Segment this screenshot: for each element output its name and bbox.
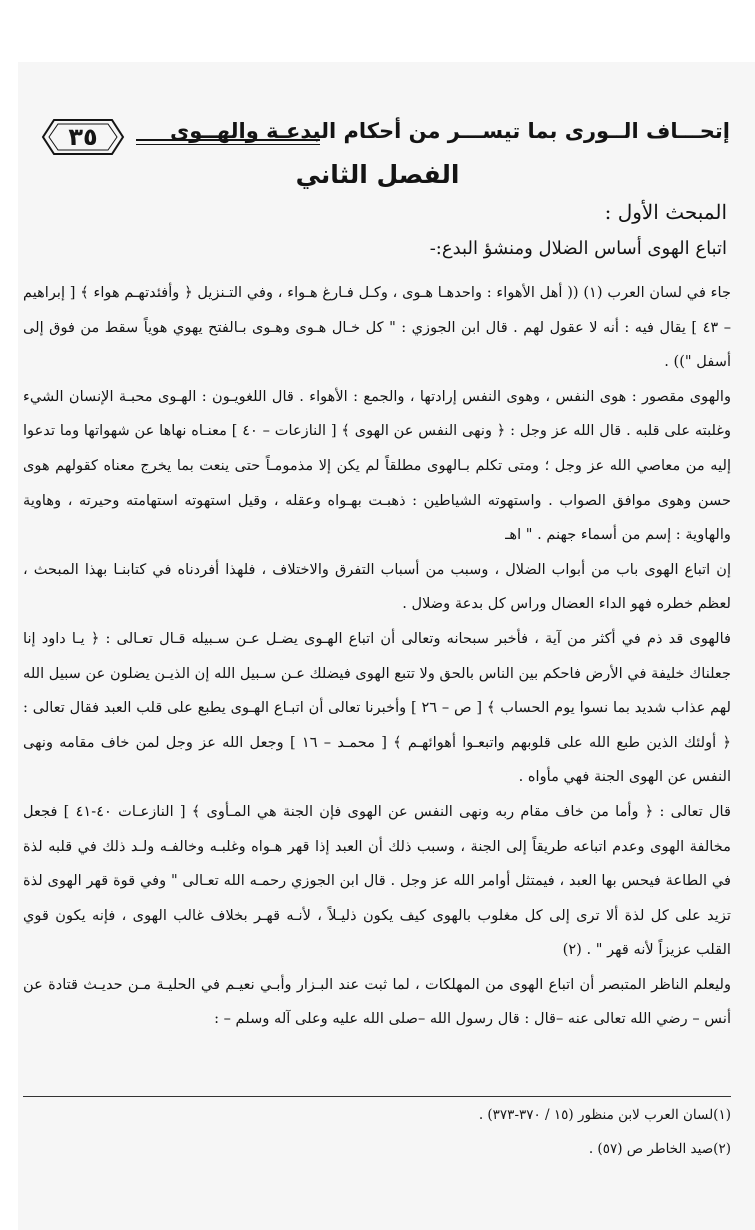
paragraph: جاء في لسان العرب (١) (( أهل الأهواء : واحدهـا هـوى ، وكـل فـارغ هـواء ، وفي التـنزيل ﴿ وأفئدتهـم هواء ﴾ [ إبراهيم – ٤٣ ] يقال فيه : أنه لا عقول لهم . قال ابن الجوزي : " كل خـال هـوى وهـوى بـالفتح يهوي هوياً سقط من فوق إلى أسفل ")) . xyxy=(23,284,732,371)
footnote: (٢)صيد الخاطر ص (٥٧) . xyxy=(588,1141,731,1157)
page-number-ornament xyxy=(40,117,126,157)
footnotes xyxy=(23,1098,731,1166)
page-number: ٣٥ xyxy=(68,123,98,151)
paragraph: إن اتباع الهوى باب من أبواب الضلال ، وسبب من أسباب التفرق والاختلاف ، فلهذا أفردناه في كتابنـا بهذا المبحث ، لعظم خطره فهو الداء العضال وراس كل بدعة وضلال . xyxy=(23,560,731,613)
footnote: (١)لسان العرب لابن منظور (١٥ / ٣٧٠-٣٧٣) . xyxy=(478,1107,731,1123)
paragraph: وليعلم الناظر المتبصر أن اتباع الهوى من المهلكات ، لما ثبت عند البـزار وأبـي نعيـم في الحليـة مـن حديـث قتادة عن أنس – رضي الله تعالى عنه –قال : قال رسول الله –صلى الله عليه وعلى آله وسلم – : xyxy=(23,975,731,1028)
book-title: إتحـــاف الــورى بما تيســـر من أحكام البدعـة والهــوى xyxy=(170,119,730,143)
paragraph: فالهوى قد ذم في أكثر من آية ، فأخبر سبحانه وتعالى أن اتباع الهـوى يضـل عـن سـبيله قـال تعـالى : ﴿ يـا داود إنا جعلناك خليفة في الأرض فاحكم بين الناس بالحق ولا تتبع الهوى فيضلك عـن سـبيل الله إن الذيـن يضلون عن سبيل الله لهم عذاب شديد بما نسوا يوم الحساب ﴾ [ ص – ٢٦ ] وأخبرنا تعالى أن اتبـاع الهـوى يطبع على قلب العبد فقال تعالى : ﴿ أولئك الذين طبع الله على قلوبهم واتبعـوا أهوائهـم ﴾ [ محمـد – ١٦ ] وجعل الله عز وجل لمن خاف مقامه ونهى النفس عن الهوى الجنة فهي مأواه . xyxy=(23,629,731,786)
footnote-divider xyxy=(23,1096,731,1097)
subheading: اتباع الهوى أساس الضلال ومنشؤ البدع:- xyxy=(429,238,727,259)
body-text xyxy=(23,276,731,1037)
chapter-title: الفصل الثاني xyxy=(295,160,460,189)
paragraph: والهوى مقصور : هوى النفس ، وهوى النفس إرادتها ، والجمع : الأهواء . قال اللغويـون : الهـوى محبـة الإنسان الشيء وغلبته على قلبه . قال الله عز وجل : ﴿ ونهى النفس عن الهوى ﴾ [ النازعات – ٤٠ ] معنـاه نهاها عن شهواتها وما تدعوا إليه من معاصي الله عز وجل ؛ ومتى تكلم بـالهوى مطلقاً لم يكن إلا مذمومـاً حتى ينعت بما يخرج معناه كقولهم هوى حسن وهوى موافق الصواب . واستهوته الشياطين : ذهبـت بهـواه وعقله ، وقيل استهوته استهامته وحيرته ، وهاوية والهاوية : إسم من أسماء جهنم . " اهـ xyxy=(23,387,731,544)
section-title: المبحث الأول : xyxy=(604,200,727,224)
paragraph: قال تعالى : ﴿ وأما من خاف مقام ربه ونهى النفس عن الهوى فإن الجنة هي المـأوى ﴾ [ النازعـات ٤٠-٤١ ] فجعل مخالفة الهوى وعدم اتباعه طريقاً إلى الجنة ، وسبب ذلك أن العبد إذا قهر هـواه وغلبـه وخالفـه ولـد ذلك في قلبه لذة في الطاعة فيحس بها العبد ، فيمتثل أوامر الله عز وجل . قال ابن الجوزي رحمـه الله تعـالى " وفي قوة قهر الهوى لذة تزيد على كل لذة ألا ترى إلى كل مغلوب بالهوى كيف يكون ذليـلاً ، لأنـه قهـر بخلاف غالب الهوى ، فإنه يكون قوي القلب عزيزاً لأنه قهر " . (٢) xyxy=(23,802,731,959)
running-header xyxy=(40,117,730,163)
